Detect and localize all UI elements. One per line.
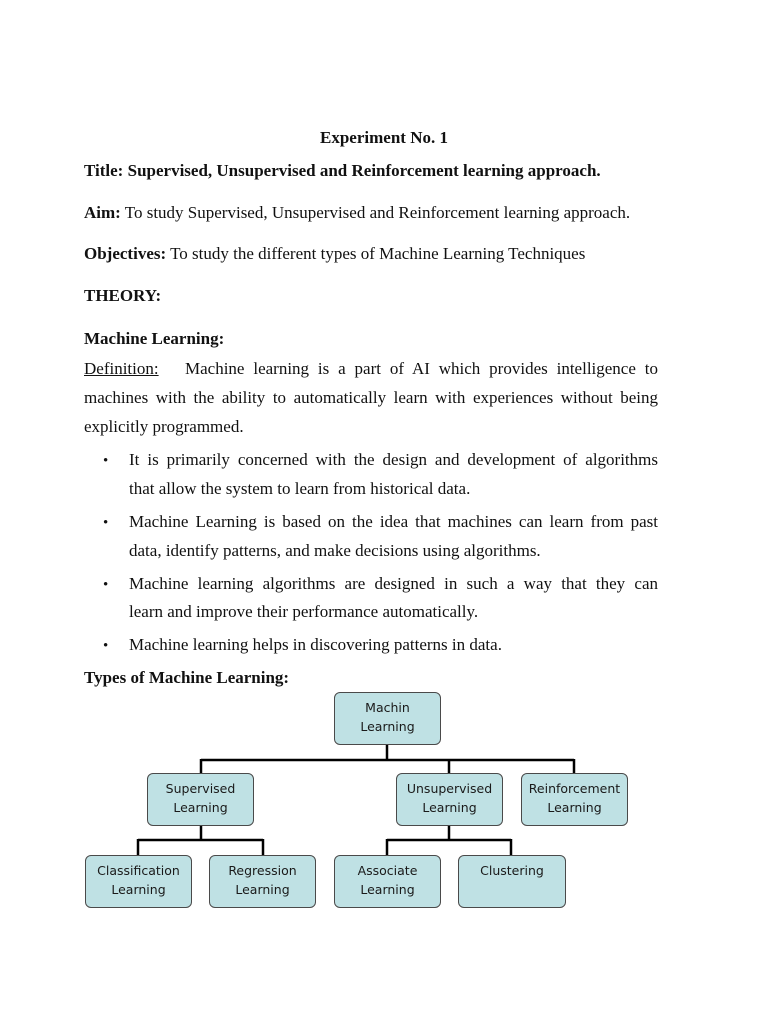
aim-line bbox=[84, 203, 658, 223]
aim-text: To study Supervised, Unsupervised and Reinforcement learning approach. bbox=[120, 203, 631, 222]
bullet-3-line-2: learn and improve their performance automatically. bbox=[129, 602, 479, 621]
bullet-4-line-1: Machine learning helps in discovering patterns in data. bbox=[129, 635, 502, 654]
experiment-number: Experiment No. 1 bbox=[320, 128, 448, 147]
bullet-dot: • bbox=[103, 638, 109, 654]
definition-line-1: Machine learning is a part of AI which provides intelligence to bbox=[185, 359, 658, 378]
node-supervised-learning: Supervised Learning bbox=[147, 773, 254, 826]
node-regression-learning: Regression Learning bbox=[209, 855, 316, 908]
node-reinforcement-learning: Reinforcement Learning bbox=[521, 773, 628, 826]
definition-line-3: explicitly programmed. bbox=[84, 417, 244, 436]
definition-line-2: machines with the ability to automatically learn with experiences without being bbox=[84, 388, 658, 407]
bullet-2-line-2: data, identify patterns, and make decisions using algorithms. bbox=[129, 541, 541, 560]
node-associate-learning: Associate Learning bbox=[334, 855, 441, 908]
bullet-1-line-1: It is primarily concerned with the design and development of algorithms bbox=[129, 450, 658, 469]
bullet-dot: • bbox=[103, 515, 109, 531]
machine-learning-heading: Machine Learning: bbox=[84, 329, 225, 348]
bullet-dot: • bbox=[103, 577, 109, 593]
bullet-3-line-1: Machine learning algorithms are designed in such a way that they can bbox=[129, 574, 658, 593]
bullet-1-line-2: that allow the system to learn from historical data. bbox=[129, 479, 471, 498]
objectives-label: Objectives: bbox=[84, 244, 167, 263]
node-clustering: Clustering bbox=[458, 855, 566, 908]
node-classification-learning: Classification Learning bbox=[85, 855, 192, 908]
bullet-2-line-1: Machine Learning is based on the idea that machines can learn from past bbox=[129, 512, 658, 531]
node-unsupervised-learning: Unsupervised Learning bbox=[396, 773, 503, 826]
types-heading: Types of Machine Learning: bbox=[84, 668, 290, 687]
aim-label: Aim: bbox=[84, 203, 121, 222]
node-machine-learning: Machin Learning bbox=[334, 692, 441, 745]
theory-heading: THEORY: bbox=[84, 286, 162, 305]
title-label: Title: bbox=[84, 161, 124, 180]
title-line bbox=[84, 161, 658, 181]
title-text: Supervised, Unsupervised and Reinforcement learning approach. bbox=[123, 161, 601, 180]
objectives-text: To study the different types of Machine Learning Techniques bbox=[166, 244, 586, 263]
bullet-dot: • bbox=[103, 453, 109, 469]
definition-label: Definition: bbox=[84, 359, 159, 378]
objectives-line bbox=[84, 244, 658, 264]
